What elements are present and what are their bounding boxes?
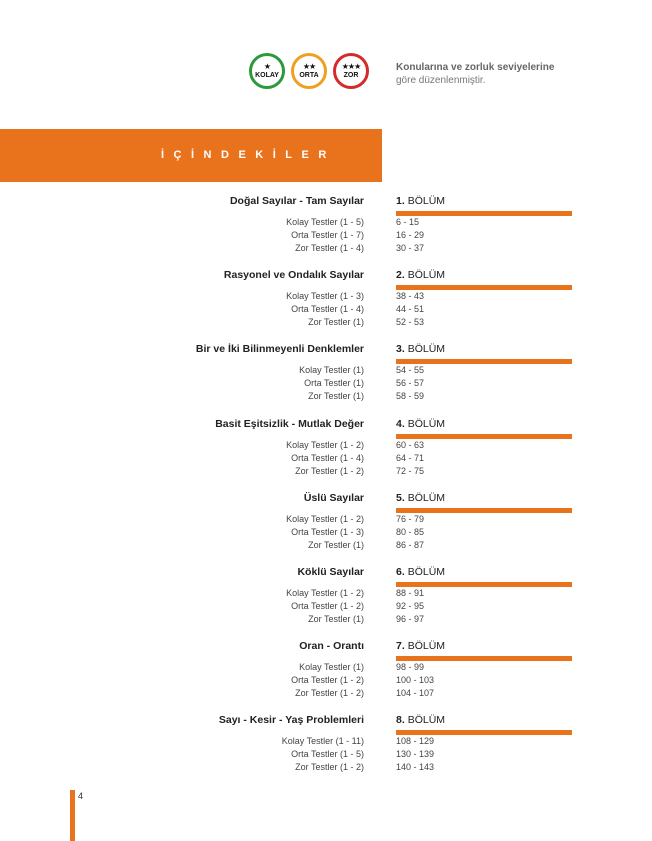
zor-label: ZOR <box>343 71 359 79</box>
kolay-label: KOLAY <box>255 71 279 79</box>
test-group-name: Orta Testler (1 - 4) <box>291 304 364 314</box>
page-range: 108 - 129 <box>396 736 435 746</box>
toc-row[interactable] <box>0 440 652 453</box>
section-divider-bar <box>396 730 572 735</box>
section-number: 4. <box>396 418 405 430</box>
test-group-name: Kolay Testler (1 - 11) <box>281 736 364 746</box>
section-number: 3. <box>396 343 405 355</box>
toc-row[interactable] <box>0 217 652 230</box>
section-word: BÖLÜM <box>407 269 446 281</box>
toc-title: İÇİNDEKİLER <box>161 149 336 161</box>
toc-row[interactable] <box>0 304 652 317</box>
toc-row[interactable] <box>0 365 652 378</box>
page-range: 86 - 87 <box>396 540 425 550</box>
test-group-name: Zor Testler (1 - 2) <box>295 466 364 476</box>
section-title: Sayı - Kesir - Yaş Problemleri <box>218 714 364 726</box>
toc-row[interactable] <box>0 762 652 775</box>
page-range: 140 - 143 <box>396 762 435 772</box>
toc-row[interactable] <box>0 614 652 627</box>
page-range: 80 - 85 <box>396 527 425 537</box>
toc-section <box>0 418 652 492</box>
section-number: 2. <box>396 269 405 281</box>
section-word: BÖLÜM <box>407 492 446 504</box>
toc-section <box>0 492 652 566</box>
page-range: 72 - 75 <box>396 466 425 476</box>
section-title: Bir ve İki Bilinmeyenli Denklemler <box>195 343 364 355</box>
section-word: BÖLÜM <box>407 640 446 652</box>
page-range: 60 - 63 <box>396 440 425 450</box>
toc-row[interactable] <box>0 378 652 391</box>
test-group-name: Kolay Testler (1) <box>299 662 364 672</box>
page-range: 64 - 71 <box>396 453 425 463</box>
test-group-name: Orta Testler (1 - 3) <box>291 527 364 537</box>
test-group-name: Kolay Testler (1 - 5) <box>286 217 364 227</box>
test-group-name: Zor Testler (1) <box>308 614 364 624</box>
page-number: 4 <box>78 791 84 801</box>
toc-row[interactable] <box>0 230 652 243</box>
page-range: 76 - 79 <box>396 514 425 524</box>
section-divider-bar <box>396 434 572 439</box>
section-title: Rasyonel ve Ondalık Sayılar <box>223 269 364 281</box>
test-group-name: Kolay Testler (1 - 2) <box>286 440 364 450</box>
toc-row[interactable] <box>0 453 652 466</box>
difficulty-legend <box>249 53 369 89</box>
section-title: Doğal Sayılar - Tam Sayılar <box>229 195 364 207</box>
toc-row[interactable] <box>0 391 652 404</box>
section-label <box>396 343 445 355</box>
test-group-name: Kolay Testler (1 - 3) <box>286 291 364 301</box>
test-group-name: Kolay Testler (1 - 2) <box>286 514 364 524</box>
section-label <box>396 269 445 281</box>
toc-banner <box>0 129 382 182</box>
section-label <box>396 418 445 430</box>
section-word: BÖLÜM <box>407 418 446 430</box>
page-range: 104 - 107 <box>396 688 435 698</box>
section-word: BÖLÜM <box>407 343 446 355</box>
page-range: 6 - 15 <box>396 217 420 227</box>
toc-section <box>0 343 652 417</box>
toc-section <box>0 640 652 714</box>
page-range: 56 - 57 <box>396 378 425 388</box>
page-range: 88 - 91 <box>396 588 425 598</box>
page-range: 52 - 53 <box>396 317 425 327</box>
page-range: 100 - 103 <box>396 675 435 685</box>
page-range: 58 - 59 <box>396 391 425 401</box>
test-group-name: Kolay Testler (1 - 2) <box>286 588 364 598</box>
section-number: 5. <box>396 492 405 504</box>
legend-note-line2: göre düzenlenmiştir. <box>396 75 486 86</box>
test-group-name: Zor Testler (1 - 2) <box>295 762 364 772</box>
section-title: Üslü Sayılar <box>303 492 364 504</box>
toc-row[interactable] <box>0 540 652 553</box>
test-group-name: Orta Testler (1 - 2) <box>291 601 364 611</box>
test-group-name: Orta Testler (1 - 2) <box>291 675 364 685</box>
test-group-name: Kolay Testler (1) <box>299 365 364 375</box>
zor-badge-icon <box>333 53 369 89</box>
toc-row[interactable] <box>0 675 652 688</box>
section-divider-bar <box>396 285 572 290</box>
section-title: Oran - Orantı <box>299 640 364 652</box>
section-number: 8. <box>396 714 405 726</box>
legend-note-line1: Konularına ve zorluk seviyelerine <box>396 62 555 73</box>
section-word: BÖLÜM <box>407 195 446 207</box>
toc-row[interactable] <box>0 588 652 601</box>
kolay-badge-icon <box>249 53 285 89</box>
test-group-name: Orta Testler (1) <box>304 378 364 388</box>
section-divider-bar <box>396 582 572 587</box>
page-range: 16 - 29 <box>396 230 425 240</box>
toc-section <box>0 714 652 788</box>
page-range: 38 - 43 <box>396 291 425 301</box>
section-label <box>396 640 445 652</box>
page-range: 98 - 99 <box>396 662 425 672</box>
page-range: 44 - 51 <box>396 304 425 314</box>
section-number: 7. <box>396 640 405 652</box>
test-group-name: Orta Testler (1 - 7) <box>291 230 364 240</box>
section-label <box>396 492 445 504</box>
toc-row[interactable] <box>0 601 652 614</box>
legend-note <box>396 61 554 87</box>
orta-badge-icon <box>291 53 327 89</box>
toc-row[interactable] <box>0 514 652 527</box>
toc-row[interactable] <box>0 466 652 479</box>
section-number: 6. <box>396 566 405 578</box>
page-range: 92 - 95 <box>396 601 425 611</box>
test-group-name: Zor Testler (1) <box>308 540 364 550</box>
star-icon: ★ <box>263 61 271 71</box>
star-icon: ★★★ <box>341 61 361 71</box>
test-group-name: Zor Testler (1 - 2) <box>295 688 364 698</box>
section-label <box>396 714 445 726</box>
section-divider-bar <box>396 656 572 661</box>
toc-row[interactable] <box>0 317 652 330</box>
toc-row[interactable] <box>0 243 652 256</box>
toc-row[interactable] <box>0 527 652 540</box>
page-range: 96 - 97 <box>396 614 425 624</box>
toc-row[interactable] <box>0 662 652 675</box>
test-group-name: Zor Testler (1 - 4) <box>295 243 364 253</box>
toc-section <box>0 566 652 640</box>
page-range: 30 - 37 <box>396 243 425 253</box>
section-title: Basit Eşitsizlik - Mutlak Değer <box>215 418 364 430</box>
toc-section <box>0 269 652 343</box>
toc-section <box>0 195 652 269</box>
toc-row[interactable] <box>0 736 652 749</box>
section-label <box>396 195 445 207</box>
section-label <box>396 566 445 578</box>
section-word: BÖLÜM <box>407 566 446 578</box>
orta-label: ORTA <box>299 71 319 79</box>
section-divider-bar <box>396 508 572 513</box>
test-group-name: Orta Testler (1 - 4) <box>291 453 364 463</box>
section-word: BÖLÜM <box>407 714 446 726</box>
section-number: 1. <box>396 195 405 207</box>
toc-row[interactable] <box>0 688 652 701</box>
section-title: Köklü Sayılar <box>297 566 364 578</box>
page-range: 54 - 55 <box>396 365 425 375</box>
toc-row[interactable] <box>0 291 652 304</box>
star-icon: ★★ <box>302 61 316 71</box>
section-divider-bar <box>396 211 572 216</box>
test-group-name: Orta Testler (1 - 5) <box>291 749 364 759</box>
section-divider-bar <box>396 359 572 364</box>
page-range: 130 - 139 <box>396 749 435 759</box>
test-group-name: Zor Testler (1) <box>308 391 364 401</box>
footer-accent-bar <box>70 790 75 841</box>
toc-row[interactable] <box>0 749 652 762</box>
test-group-name: Zor Testler (1) <box>308 317 364 327</box>
